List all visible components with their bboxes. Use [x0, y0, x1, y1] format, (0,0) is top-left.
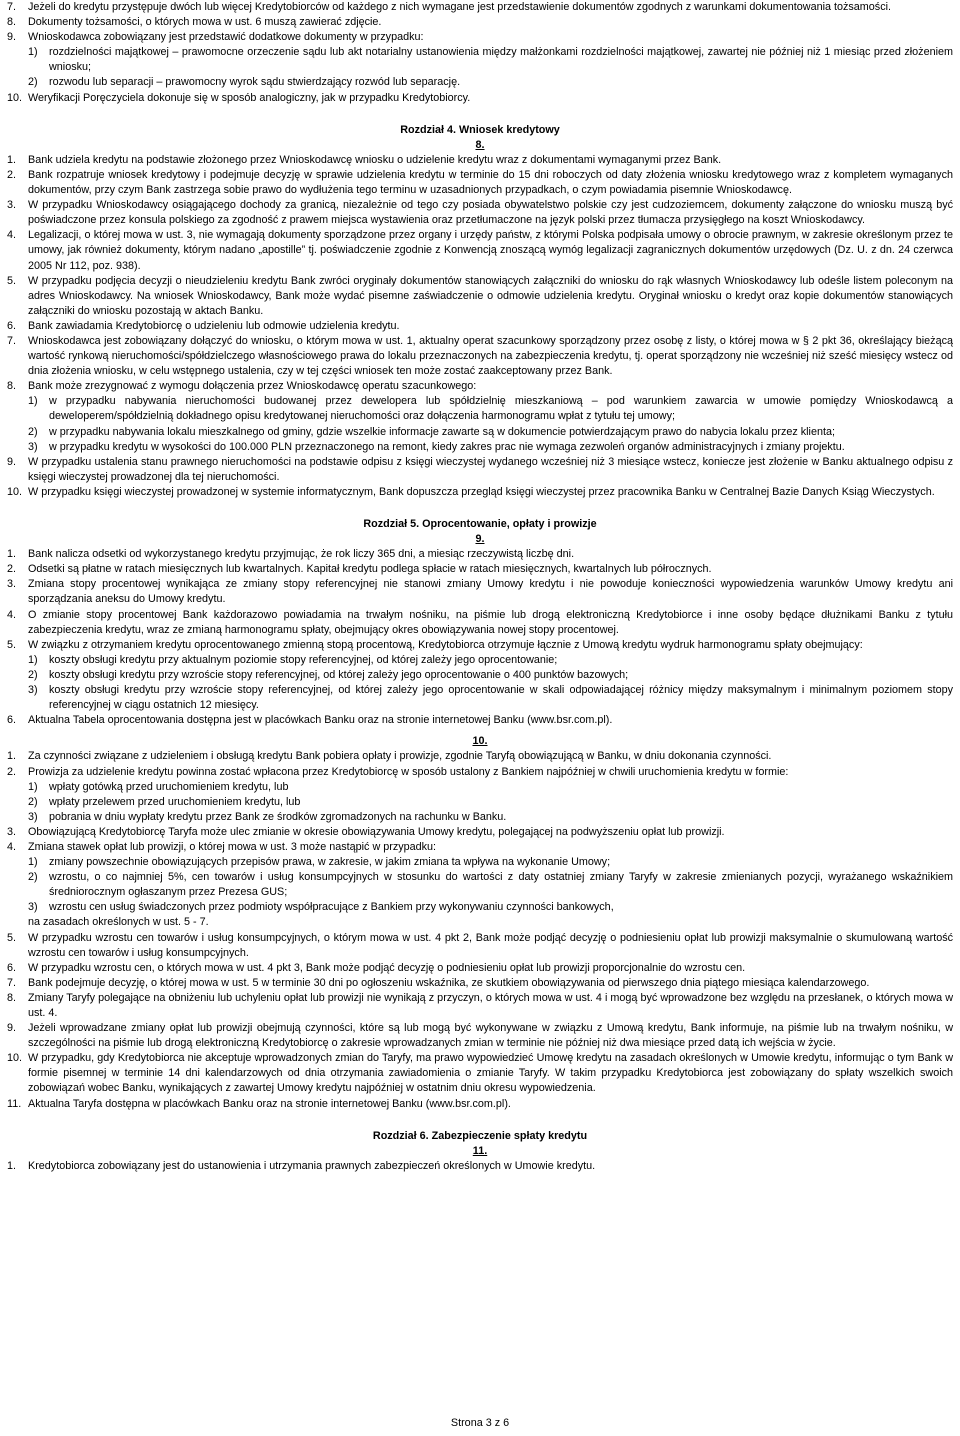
sub-point-text: wzrostu cen usług świadczonych przez podmioty współpracujące z Bankiem przy wykonywaniu czynności bankowych,	[49, 901, 614, 914]
paragraph-number: 5.	[7, 931, 17, 944]
sub-point	[28, 75, 953, 90]
sub-point-text: w przypadku nabywania lokalu mieszkalnego od gminy, gdzie wszelkie informacje zawarte są w dokumencie potwierdzającym prawo do nabycia lokalu przez klienta;	[49, 425, 835, 438]
sub-point-number: 1)	[28, 46, 38, 59]
paragraph-text: W przypadku księgi wieczystej prowadzonej w systemie informatycznym, Bank dopuszcza przegląd księgi wieczystej przez pracownika Banku w Centralnej Bazie Danych Ksiąg Wieczystych.	[28, 485, 935, 498]
paragraph-text: O zmianie stopy procentowej Bank każdorazowo powiadamia na trwałym nośniku, na piśmie lub drogą elektroniczną Kredytobiorce i inne osoby będące dłużnikami Banku z tytułu zabezpieczenia kredytu, wraz ze zmianą harmonogramu spłaty, obejmujący okres obowiązywania nowej stopy procentowej.	[28, 608, 953, 636]
paragraph-text: Wnioskodawca jest zobowiązany dołączyć do wniosku, o którym mowa w ust. 1, aktualny operat szacunkowy sporządzony przez osobę z listy, o której mowa w § 2 pkt 36, określający bieżącą wartość rynkową nieruchomości/spółdzielczego własnościowego prawa do lokalu przeznaczonych na zabezpieczenia kredytu, tj. operat sporządzony nie wcześniej niż sześć miesięcy wstecz od dnia złożenia wniosku, w celu wstępnego ustalenia, czy w tej części wniosek ten może zostać zaakceptowany przez Bank.	[28, 334, 953, 378]
paragraph-text: Dokumenty tożsamości, o których mowa w ust. 6 muszą zawierać zdjęcie.	[28, 16, 382, 29]
section-number: 9.	[475, 533, 485, 546]
paragraph-text: W przypadku, gdy Kredytobiorca nie akceptuje wprowadzonych zmian do Taryfy, ma prawo wypowiedzieć Umowę kredytu na zasadach określonych w Umowie kredytu, informując o tym Bank w formie pisemnej w terminie 14 dni kalendarzowych od dnia otrzymania zawiadomienia o zmianie Taryfy. W takim przypadku Kredytobiorca jest zobowiązany do spłaty wszelkich swoich zobowiązań wobec Banku, wynikających z zawartej Umowy kredytu najpóźniej w ostatnim dniu okresu wypowiedzenia.	[28, 1052, 953, 1095]
numbered-paragraph	[7, 1159, 953, 1174]
paragraph-text: W przypadku wzrostu cen, o których mowa w ust. 4 pkt 3, Bank może podjąć decyzję o podniesieniu opłat lub prowizji proporcjonalnie do wzrostu cen.	[28, 961, 746, 974]
sub-point-number: 2)	[28, 425, 38, 438]
paragraph-number: 3.	[7, 578, 17, 591]
paragraph-text: Zmiana stopy procentowej wynikająca ze zmiany stopy referencyjnej nie stanowi zmiany Umowy kredytu i nie powoduje konieczności wypowiedzenia warunków Umowy kredytu ani sporządzania aneksu do Umowy kredytu.	[28, 578, 953, 606]
numbered-paragraph	[7, 577, 953, 607]
spacer	[7, 106, 953, 123]
sub-point-text: rozwodu lub separacji – prawomocny wyrok sądu stwierdzający rozwód lub separację.	[49, 76, 461, 89]
paragraph-text: W związku z otrzymaniem kredytu oprocentowanego zmienną stopą procentową, Kredytobiorca otrzymuje łącznie z Umową kredytu wydruk harmonogramu spłaty obejmujący:	[28, 638, 863, 651]
sub-point-number: 2)	[28, 871, 38, 884]
numbered-paragraph	[7, 379, 953, 394]
paragraph-number: 8.	[7, 991, 17, 1004]
paragraph-text: Legalizacji, o której mowa w ust. 3, nie wymagają dokumenty sporządzone przez organy i urzędy państw, z którymi Polska podpisała umowy o obrocie prawnym, w zakresie określonym przez te umowy, jak również dokumenty, którym nadano „apostille” tj. poświadczenie zgodnie z Konwencją znoszącą wymóg legalizacji zagranicznych dokumentów urzędowych (Dz. U. z dn. 24 czerwca 2005 Nr 112, poz. 938).	[28, 229, 953, 272]
paragraph-text: W przypadku podjęcia decyzji o nieudzieleniu kredytu Bank zwróci oryginały dokumentów stanowiących załączniki do wniosku do rąk własnych Wnioskodawcy lub odeśle listem poleconym na adres Wnioskodawcy. Na wniosek Wnioskodawcy, Bank może wydać pisemne zaświadczenie o odmowie udzielenia kredytu. Oryginał wniosku o kredyt oraz kopie dokumentów stanowiących załączniki do wniosku pozostają w aktach Banku.	[28, 274, 953, 317]
paragraph-text: Jeżeli wprowadzane zmiany opłat lub prowizji obejmują czynności, które są lub mogą być wykonywane w związku z Umową kredytu, Bank informuje, na piśmie lub na trwałym nośniku, w szczególności na piśmie lub drogą elektroniczną Kredytobiorcę o zakresie wprowadzanych zmian w terminie nie później niż dwa miesiące przed datą ich wejścia w życie.	[28, 1022, 953, 1050]
paragraph-text: Jeżeli do kredytu przystępuje dwóch lub więcej Kredytobiorców od każdego z nich wymagane jest przedstawienie dokumentów zgodnych z warunkami dokumentowania tożsamości.	[28, 1, 891, 13]
paragraph-text: Zmiana stawek opłat lub prowizji, o której mowa w ust. 3 może nastąpić w przypadku:	[28, 840, 437, 853]
spacer	[7, 500, 953, 517]
paragraph-text: W przypadku Wnioskodawcy osiągającego dochody za granicą, niezależnie od tego czy posiada obywatelstwo polskie czy jest cudzoziemcem, dokumenty załączone do wniosku muszą być poświadczone przez konsula polskiego za zgodność z prawem miejsca wystawienia oraz przetłumaczone na język polski przez tłumacza przysięgłego na koszt Wnioskodawcy.	[28, 199, 953, 227]
section-number: 8.	[475, 138, 485, 151]
paragraph-text: Odsetki są płatne w ratach miesięcznych lub kwartalnych. Kapitał kredytu podlega spłacie w ratach miesięcznych, kwartalnych lub półrocznych.	[28, 563, 712, 576]
numbered-paragraph	[7, 485, 953, 500]
numbered-paragraph	[7, 30, 953, 45]
section-number: 10.	[472, 735, 488, 748]
numbered-paragraph	[7, 0, 953, 15]
numbered-paragraph	[7, 840, 953, 855]
paragraph-number: 10.	[7, 91, 23, 104]
numbered-paragraph	[7, 1097, 953, 1112]
paragraph-number: 5.	[7, 274, 17, 287]
paragraph-number: 10.	[7, 485, 23, 498]
paragraph-text: Aktualna Tabela oprocentowania dostępna jest w placówkach Banku oraz na stronie internetowej Banku (www.bsr.com.pl).	[28, 714, 613, 727]
paragraph-text: Bank zawiadamia Kredytobiorcę o udzieleniu lub odmowie udzielenia kredytu.	[28, 319, 400, 332]
paragraph-number: 6.	[7, 319, 17, 332]
paragraph-text: Weryfikacji Poręczyciela dokonuje się w sposób analogiczny, jak w przypadku Kredytobiorcy.	[28, 91, 471, 104]
paragraph-text: W przypadku wzrostu cen towarów i usług konsumpcyjnych, o którym mowa w ust. 4 pkt 2, Bank może podjąć decyzję o podniesieniu opłat lub prowizji maksymalnie o skumulowaną wartość wzrostu cen towarów i usług konsumpcyjnych.	[28, 931, 953, 959]
sub-point-text: wpłaty przelewem przed uruchomieniem kredytu, lub	[49, 795, 301, 808]
chapter-heading: Rozdział 4. Wniosek kredytowy	[400, 123, 560, 136]
paragraph-text: Zmiany Taryfy polegające na obniżeniu lub uchyleniu opłat lub prowizji nie wynikają z przyczyn, o których mowa w ust. 4 i mogą być wprowadzone bez względu na przesłanek, o których mowa w ust. 4.	[28, 991, 953, 1019]
numbered-paragraph	[7, 608, 953, 638]
sub-point-text: w przypadku nabywania nieruchomości budowanej przez dewelopera lub spółdzielnię mieszkaniową – pod warunkiem zawarcia w umowie pomiędzy Wnioskodawcą a deweloperem/spółdzielnią dokładnego opisu kredytowanej nieruchomości oraz dołączenia harmonogramu wpłat z tytułu tej umowy;	[49, 395, 953, 423]
numbered-paragraph	[7, 931, 953, 961]
continuation	[7, 915, 953, 930]
sub-point	[28, 683, 953, 713]
sub-point	[28, 668, 953, 683]
sub-point-text: koszty obsługi kredytu przy aktualnym poziomie stopy referencyjnej, od której zależy jego oprocentowanie;	[49, 653, 558, 666]
sub-point-number: 2)	[28, 668, 38, 681]
sub-point	[28, 900, 953, 915]
sub-point-number: 1)	[28, 780, 38, 793]
paragraph-number: 7.	[7, 976, 17, 989]
paragraph-number: 9.	[7, 31, 17, 44]
sub-point-text: rozdzielności majątkowej – prawomocne orzeczenie sądu lub akt notarialny ustanowienia między małżonkami rozdzielności majątkowej, zawartej nie później niż 1 miesiąc przed złożeniem wniosku;	[49, 46, 953, 74]
paragraph-number: 8.	[7, 16, 17, 29]
paragraph-number: 6.	[7, 714, 17, 727]
numbered-paragraph	[7, 1021, 953, 1051]
chapter-heading: Rozdział 5. Oprocentowanie, opłaty i prowizje	[363, 518, 597, 530]
paragraph-number: 1.	[7, 548, 17, 561]
paragraph-number: 9.	[7, 455, 17, 468]
sub-point-number: 1)	[28, 856, 38, 869]
sub-point	[28, 810, 953, 825]
paragraph-number: 1.	[7, 1159, 17, 1172]
numbered-paragraph	[7, 562, 953, 577]
sub-point	[28, 855, 953, 870]
numbered-paragraph	[7, 638, 953, 653]
paragraph-text: Aktualna Taryfa dostępna w placówkach Banku oraz na stronie internetowej Banku (www.bsr.com.pl).	[28, 1097, 511, 1110]
sub-point-number: 3)	[28, 684, 38, 697]
sub-point-number: 1)	[28, 653, 38, 666]
chapter-heading: Rozdział 6. Zabezpieczenie spłaty kredytu	[372, 1129, 588, 1142]
sub-point-number: 3)	[28, 901, 38, 914]
sub-point-number: 2)	[28, 795, 38, 808]
sub-point	[28, 440, 953, 455]
sub-point-number: 2)	[28, 76, 38, 89]
paragraph-number: 7.	[7, 334, 17, 347]
numbered-paragraph	[7, 713, 953, 728]
sub-point-text: pobrania w dniu wypłaty kredytu przez Bank ze środków zgromadzonych na rachunku w Banku.	[49, 810, 507, 823]
numbered-paragraph	[7, 228, 953, 273]
paragraph-text: Bank podejmuje decyzję, o której mowa w ust. 5 w terminie 30 dni po ogłoszeniu wskaźnika, ze skutkiem obowiązywania od pierwszego dnia piątego miesiąca kalendarzowego.	[28, 976, 870, 989]
continuation-text: na zasadach określonych w ust. 5 - 7.	[28, 916, 209, 929]
sub-point-text: wpłaty gotówką przed uruchomieniem kredytu, lub	[49, 780, 289, 793]
numbered-paragraph	[7, 15, 953, 30]
numbered-paragraph	[7, 961, 953, 976]
paragraph-text: Bank może zrezygnować z wymogu dołączenia przez Wnioskodawcę operatu szacunkowego:	[28, 380, 477, 393]
sub-point	[28, 653, 953, 668]
paragraph-number: 4.	[7, 840, 17, 853]
sub-point	[28, 394, 953, 424]
paragraph-number: 2.	[7, 563, 17, 576]
sub-point-number: 3)	[28, 810, 38, 823]
sub-point	[28, 45, 953, 75]
document-body	[7, 0, 953, 1174]
numbered-paragraph	[7, 168, 953, 198]
sub-point	[28, 795, 953, 810]
paragraph-number: 7.	[7, 1, 17, 13]
sub-point-text: wzrostu, o co najmniej 5%, cen towarów i usług konsumpcyjnych w stosunku do wartości z daty ostatniej zmiany Taryfy w zakresie zmienianych pozycji, wyrażanego wskaźnikiem średniorocznym ogłaszanym przez Prezesa GUS;	[49, 871, 953, 899]
sub-point	[28, 425, 953, 440]
section-number: 11.	[472, 1144, 488, 1157]
paragraph-number: 9.	[7, 1022, 17, 1035]
paragraph-text: Wnioskodawca zobowiązany jest przedstawić dodatkowe dokumenty w przypadku:	[28, 31, 424, 44]
numbered-paragraph	[7, 153, 953, 168]
paragraph-text: Za czynności związane z udzieleniem i obsługą kredytu Bank pobiera opłaty i prowizje, zgodnie Taryfą obowiązującą w Banku, w dniu dokonania czynności.	[28, 750, 772, 763]
sub-point-text: zmiany powszechnie obowiązujących przepisów prawa, w zakresie, w jakim zmiana ta wpływa na wykonanie Umowy;	[49, 856, 611, 869]
numbered-paragraph	[7, 91, 953, 106]
sub-point-text: koszty obsługi kredytu przy wzroście stopy referencyjnej, od której zależy jego oprocentowanie w skali odpowiadającej różnicy między maksymalnym i minimalnym poziomem stopy referencyjnej w ciągu ostatnich 12 miesięcy.	[49, 684, 953, 712]
paragraph-text: Prowizja za udzielenie kredytu powinna zostać wpłacona przez Kredytobiorcę w sposób ustalony z Bankiem najpóźniej w chwili uruchomienia kredytu w formie:	[28, 765, 789, 778]
paragraph-text: Obowiązującą Kredytobiorcę Taryfa może ulec zmianie w okresie obowiązywania Umowy kredytu, polegającej na podwyższeniu opłat lub prowizji.	[28, 825, 725, 838]
paragraph-number: 4.	[7, 608, 17, 621]
numbered-paragraph	[7, 765, 953, 780]
numbered-paragraph	[7, 455, 953, 485]
paragraph-number: 5.	[7, 638, 17, 651]
paragraph-number: 4.	[7, 229, 17, 242]
paragraph-text: Bank udziela kredytu na podstawie złożonego przez Wnioskodawcę wniosku o udzielenie kredytu wraz z dokumentami wymaganymi przez Bank.	[28, 153, 722, 166]
paragraph-number: 2.	[7, 168, 17, 181]
paragraph-text: Bank nalicza odsetki od wykorzystanego kredytu przyjmując, że rok liczy 365 dni, a miesiąc rzeczywistą liczbę dni.	[28, 548, 575, 561]
numbered-paragraph	[7, 976, 953, 991]
numbered-paragraph	[7, 749, 953, 764]
numbered-paragraph	[7, 825, 953, 840]
paragraph-number: 2.	[7, 765, 17, 778]
sub-point-number: 3)	[28, 440, 38, 453]
paragraph-number: 1.	[7, 153, 17, 166]
numbered-paragraph	[7, 274, 953, 319]
paragraph-number: 11.	[7, 1097, 22, 1110]
sub-point	[28, 780, 953, 795]
paragraph-number: 3.	[7, 199, 17, 212]
sub-point	[28, 870, 953, 900]
numbered-paragraph	[7, 319, 953, 334]
paragraph-text: Bank rozpatruje wniosek kredytowy i podejmuje decyzję w sprawie udzielenia kredytu w terminie do 15 dni roboczych od daty złożenia wniosku kredytowego wraz z kompletem wymaganych dokumentów, przy czym Bank zastrzega sobie prawo do wydłużenia tego terminu w uzasadnionych przypadkach, o czym powiadamia pisemnie Wnioskodawcę.	[28, 168, 953, 197]
paragraph-text: Kredytobiorca zobowiązany jest do ustanowienia i utrzymania prawnych zabezpieczeń określonych w Umowie kredytu.	[28, 1159, 596, 1172]
numbered-paragraph	[7, 334, 953, 379]
numbered-paragraph	[7, 1051, 953, 1096]
paragraph-text: W przypadku ustalenia stanu prawnego nieruchomości na podstawie odpisu z księgi wieczystej wydanego wcześniej niż 3 miesiące wstecz, koniecze jest złożenie w Banku aktualnego odpisu z księgi wieczystej prowadzonej dla tej nieruchomości.	[28, 455, 953, 483]
paragraph-number: 8.	[7, 380, 17, 393]
page-footer: Strona 3 z 6	[450, 1417, 510, 1429]
numbered-paragraph	[7, 991, 953, 1021]
sub-point-number: 1)	[28, 395, 38, 408]
numbered-paragraph	[7, 547, 953, 562]
paragraph-number: 10.	[7, 1052, 23, 1065]
numbered-paragraph	[7, 198, 953, 228]
paragraph-number: 6.	[7, 961, 17, 974]
sub-point-text: w przypadku kredytu w wysokości do 100.000 PLN przeznaczonego na remont, kiedy zakres prac nie wymaga zezwoleń organów administracyjnych i zmiany projektu.	[49, 440, 845, 453]
sub-point-text: koszty obsługi kredytu przy wzroście stopy referencyjnej, od której zależy jego oprocentowanie o 400 punktów bazowych;	[49, 668, 629, 681]
paragraph-number: 1.	[7, 750, 17, 763]
paragraph-number: 3.	[7, 825, 17, 838]
spacer	[7, 1112, 953, 1129]
